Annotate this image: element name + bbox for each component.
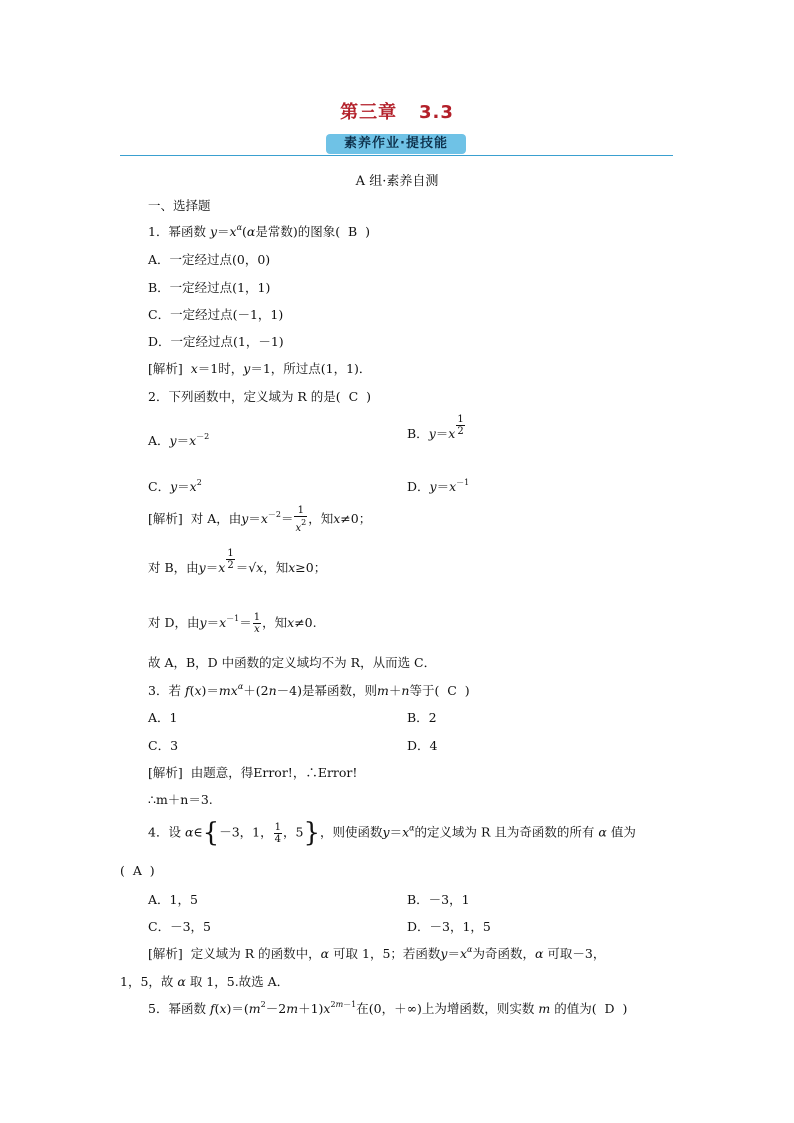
q4-explanation-cont: 1，5，故 α 取 1，5.故选 A． bbox=[120, 974, 290, 989]
section-heading: 一、选择题 bbox=[148, 198, 211, 213]
q2-option-c: C．$y=x^2$ bbox=[148, 478, 202, 494]
q2-explain-b: 对 B，由y＝x $\frac{1}{2}$ ＝√x，知x≥0； bbox=[148, 548, 327, 575]
q3-option-d: D．4 bbox=[407, 738, 438, 753]
q1-stem-b: ( bbox=[241, 224, 247, 239]
q4-option-b: B．－3，1 bbox=[407, 892, 470, 907]
q2-option-a: A．$y=x^{-2}$ bbox=[148, 432, 210, 448]
q1-explanation: [解析] x＝1时，y＝1，所过点(1，1)． bbox=[148, 361, 372, 376]
q3-result: ∴m＋n＝3. bbox=[148, 792, 213, 807]
section-badge: 素养作业·提技能 bbox=[326, 134, 466, 154]
q2-conclusion: 故 A，B，D 中函数的定义域均不为 R，从而选 C． bbox=[148, 655, 437, 670]
explain-label: [解析] bbox=[148, 361, 183, 376]
q4-option-c: C．－3，5 bbox=[148, 919, 211, 934]
q3-explanation: [解析] 由题意，得Error!，∴Error! bbox=[148, 765, 358, 780]
q1-option-b: B．一定经过点(1，1) bbox=[148, 280, 271, 295]
q4-option-a: A．1，5 bbox=[148, 892, 198, 907]
q4-explanation: [解析] 定义域为 R 的函数中，α 可取 1，5；若函数$y=x^\alpha$为奇函数，α 可取－3， bbox=[148, 945, 606, 961]
q2-stem: 2．下列函数中，定义域为 R 的是( C ) bbox=[148, 389, 372, 404]
q2-explain-a: [解析] 对 A，由$y=x^{-2}=$ $\frac{1}{x^2}$ ，知x≠0； bbox=[148, 505, 372, 534]
group-title: A 组·素养自测 bbox=[355, 174, 439, 189]
q1-stem-c: 是常数)的图象( B ) bbox=[255, 224, 371, 239]
q3-option-a: A．1 bbox=[148, 710, 178, 725]
q1-option-c: C．一定经过点(－1，1) bbox=[148, 307, 284, 322]
q3-option-c: C．3 bbox=[148, 738, 179, 753]
q3-option-b: B．2 bbox=[407, 710, 437, 725]
q5-stem: 5．幂函数 $f(x)=(m^2-2m+1)x^{2m-1}$在(0，＋∞)上为增函数，则实数 m 的值为( D ) bbox=[148, 1000, 628, 1016]
q4-answer: ( A ) bbox=[120, 863, 155, 878]
header-rule bbox=[120, 155, 673, 156]
q1-explain-tail: ，所过点(1，1)． bbox=[270, 361, 372, 376]
q1-stem: 1．幂函数 $y=x^\alpha(\alpha$是常数)的图象( B ) bbox=[148, 223, 371, 239]
q4-stem: 4．设 α∈{－3，1， $\frac{1}{4}$ ，5}，则使函数$y=x^\alpha$的定义域为 R 且为奇函数的所有 α 值为 bbox=[148, 818, 636, 848]
q1-stem-a: 1．幂函数 bbox=[148, 224, 210, 239]
q1-option-a: A．一定经过点(0，0) bbox=[148, 252, 271, 267]
q2-explain-d: 对 D，由$y=x^{-1}=$ $\frac{1}{x}$ ，知x≠0. bbox=[148, 612, 317, 635]
q3-stem: 3．若 $f(x)=mx^\alpha+(2n-4)$是幂函数，则m＋n等于( C ) bbox=[148, 682, 470, 698]
q4-option-d: D．－3，1，5 bbox=[407, 919, 491, 934]
q1-option-d: D．一定经过点(1，－1) bbox=[148, 334, 284, 349]
q1-explain-text: 时， bbox=[218, 361, 244, 376]
chapter-title: 第三章 3.3 bbox=[340, 102, 454, 123]
q2-option-b: B．y＝x $\frac{1}{2}$ bbox=[407, 414, 464, 441]
q2-option-d: D．$y=x^{-1}$ bbox=[407, 478, 470, 494]
